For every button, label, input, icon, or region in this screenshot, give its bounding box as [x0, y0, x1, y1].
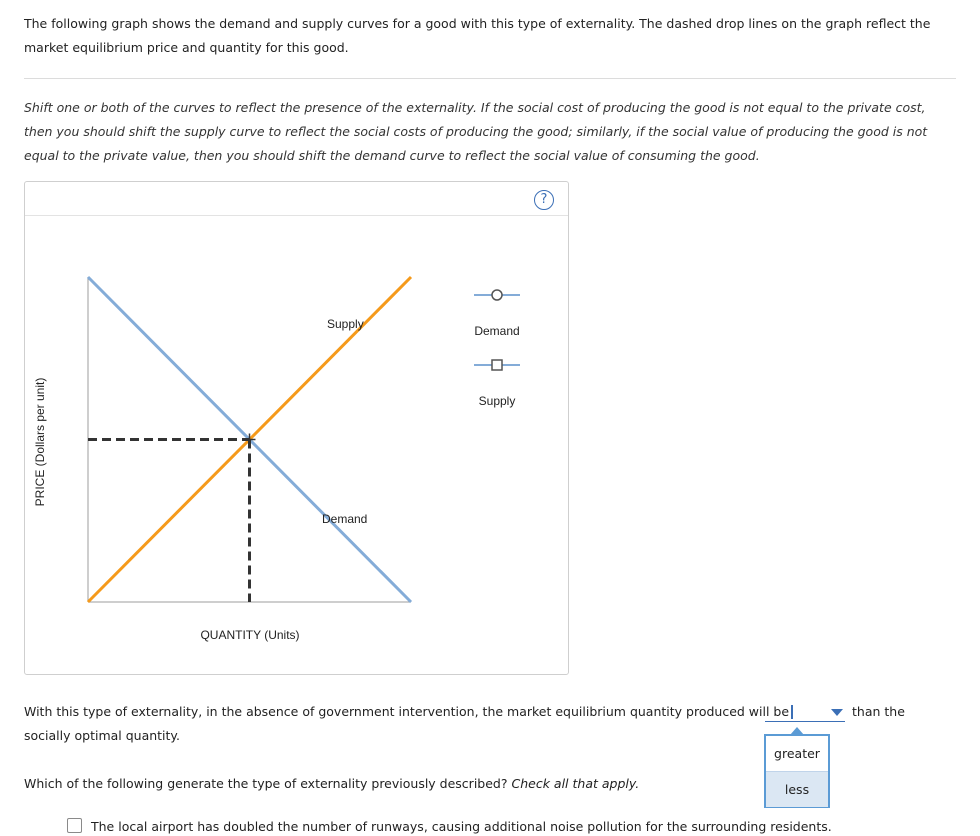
dropdown-cursor — [791, 705, 793, 719]
question-1-text: With this type of externality, in the absence of government intervention, the market equilibrium quantity produced will be — [24, 704, 790, 719]
comparison-dropdown[interactable] — [765, 703, 845, 722]
question-1-text-line2: socially optimal quantity. — [24, 728, 181, 743]
legend-demand-label: Demand — [474, 324, 520, 338]
chevron-down-icon[interactable] — [831, 709, 843, 716]
section-divider — [24, 78, 956, 79]
question-2-text: Which of the following generate the type of externality previously described? — [24, 776, 508, 791]
legend-supply[interactable] — [474, 360, 520, 408]
demand-curve-label: Demand — [322, 512, 368, 526]
supply-curve-label: Supply — [327, 317, 364, 331]
y-axis-label: PRICE (Dollars per unit) — [33, 377, 47, 507]
question-1-after-text: than the — [852, 704, 905, 719]
intro-text: The following graph shows the demand and supply curves for a good with this type of externality. The dashed drop lines on the graph reflect the market equilibrium price and quantity for this good. — [24, 16, 931, 55]
externality-option-1[interactable] — [67, 818, 832, 836]
instructions-text: Shift one or both of the curves to reflect the presence of the externality. If the social cost of producing the good is not equal to the private cost, then you should shift the supply curve to reflect the social costs of producing the good; similarly, if the social value of producing the good is not equal to the private value, then you should shift the demand curve to reflect the social value of consuming the good. — [24, 100, 928, 163]
legend-supply-label: Supply — [478, 394, 516, 408]
square-marker-icon — [492, 360, 502, 370]
dropdown-menu — [764, 734, 830, 808]
graph-panel — [24, 181, 569, 675]
question-2 — [24, 772, 639, 796]
help-icon[interactable]: ? — [534, 190, 554, 210]
circle-marker-icon — [492, 290, 502, 300]
supply-demand-chart — [25, 182, 570, 676]
question-2-hint: Check all that apply. — [511, 776, 640, 791]
option-1-label: The local airport has doubled the number of runways, causing additional noise pollution for the surrounding residents. — [91, 819, 832, 834]
legend-demand[interactable] — [474, 290, 520, 338]
option-less[interactable]: less — [766, 771, 828, 807]
x-axis-label: QUANTITY (Units) — [200, 628, 300, 642]
option-1-checkbox[interactable] — [67, 818, 82, 833]
option-greater[interactable]: greater — [774, 746, 820, 761]
